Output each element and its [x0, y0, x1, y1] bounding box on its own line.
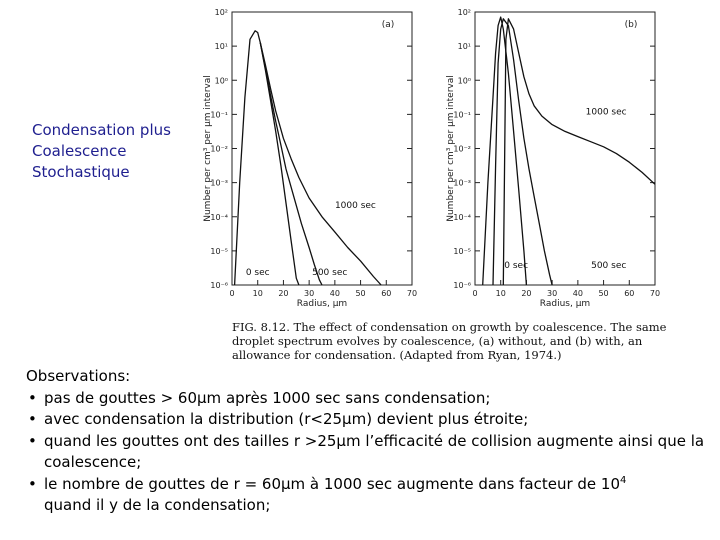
series-line-500-sec: [493, 19, 552, 285]
y-axis-label: Number per cm³ per μm interval: [446, 75, 456, 222]
observation-exponent: 4: [620, 474, 627, 486]
series-label: 500 sec: [591, 260, 627, 271]
chart-panel-b: [446, 8, 660, 309]
series-label: 0 sec: [245, 267, 270, 278]
y-tick-label: 10⁻²: [453, 144, 471, 154]
observation-text-cont: quand il y de la condensation;: [44, 496, 271, 514]
x-tick-label: 70: [406, 289, 418, 298]
panel-label: (a): [381, 20, 395, 30]
y-tick-label: 10⁻⁶: [453, 281, 471, 290]
y-tick-label: 10²: [214, 8, 228, 17]
chart-panel-a: [203, 8, 417, 309]
plot-frame: [232, 12, 412, 285]
caption-line-2: droplet spectrum evolves by coalescence, (a) without, and (b) with, an: [232, 334, 643, 348]
y-tick-label: 10²: [457, 8, 471, 17]
y-tick-label: 10⁻⁵: [453, 246, 471, 256]
y-tick-label: 10⁰: [457, 76, 471, 86]
x-tick-label: 0: [229, 289, 235, 298]
series-label: 500 sec: [312, 267, 348, 278]
observation-item: • pas de gouttes > 60μm après 1000 sec sans condensation;: [26, 388, 706, 410]
side-title-line-2: Coalescence: [32, 142, 127, 160]
x-tick-label: 40: [329, 289, 340, 298]
y-tick-label: 10⁻⁴: [210, 212, 228, 222]
x-tick-label: 70: [649, 289, 661, 298]
y-tick-label: 10⁻²: [210, 144, 228, 154]
observation-item: [26, 474, 706, 517]
x-tick-label: 0: [472, 289, 478, 298]
side-title-line-1: Condensation plus: [32, 121, 171, 139]
y-tick-label: 10⁻⁶: [210, 281, 228, 290]
observations: [26, 366, 706, 517]
observation-text: le nombre de gouttes de r = 60μm à 1000 sec augmente dans facteur de 10: [44, 474, 620, 493]
series-label: 0 sec: [504, 260, 529, 271]
observations-list: [26, 388, 706, 517]
y-tick-label: 10⁻³: [453, 178, 471, 188]
x-tick-label: 50: [355, 289, 366, 298]
x-tick-label: 60: [624, 289, 635, 298]
y-tick-label: 10⁻³: [210, 178, 228, 188]
y-tick-label: 10⁰: [214, 76, 228, 86]
x-tick-label: 20: [278, 289, 289, 298]
observations-heading: Observations:: [26, 367, 131, 385]
x-tick-label: 30: [304, 289, 315, 298]
y-tick-label: 10¹: [457, 42, 471, 52]
x-tick-label: 20: [521, 289, 532, 298]
observation-item: • quand les gouttes ont des tailles r >25μm l’efficacité de collision augmente ainsi que la coalescence;: [26, 431, 706, 474]
y-axis-label: Number per cm³ per μm interval: [203, 75, 213, 222]
figure-caption: [232, 320, 667, 362]
caption-line-1: FIG. 8.12. The effect of condensation on growth by coalescence. The same: [232, 320, 667, 334]
y-tick-label: 10⁻¹: [453, 110, 471, 120]
y-tick-label: 10⁻⁵: [210, 246, 228, 256]
series-line-1000-sec: [260, 43, 381, 285]
x-tick-label: 60: [381, 289, 392, 298]
x-tick-label: 30: [547, 289, 558, 298]
observation-item: • avec condensation la distribution (r<25μm) devient plus étroite;: [26, 409, 706, 431]
panel-label: (b): [624, 20, 638, 30]
y-tick-label: 10⁻⁴: [453, 212, 471, 222]
x-tick-label: 10: [252, 289, 263, 298]
x-tick-label: 10: [495, 289, 506, 298]
series-label: 1000 sec: [334, 201, 376, 212]
y-tick-label: 10¹: [214, 42, 228, 52]
series-label: 1000 sec: [585, 107, 627, 118]
x-tick-label: 50: [598, 289, 609, 298]
series-line-500-sec: [260, 43, 322, 285]
side-title-line-3: Stochastique: [32, 163, 130, 181]
caption-line-3: allowance for condensation. (Adapted from Ryan, 1974.): [232, 348, 562, 362]
x-axis-label: Radius, μm: [539, 299, 591, 309]
x-axis-label: Radius, μm: [296, 299, 348, 309]
plot-frame: [475, 12, 655, 285]
y-tick-label: 10⁻¹: [210, 110, 228, 120]
x-tick-label: 40: [572, 289, 583, 298]
